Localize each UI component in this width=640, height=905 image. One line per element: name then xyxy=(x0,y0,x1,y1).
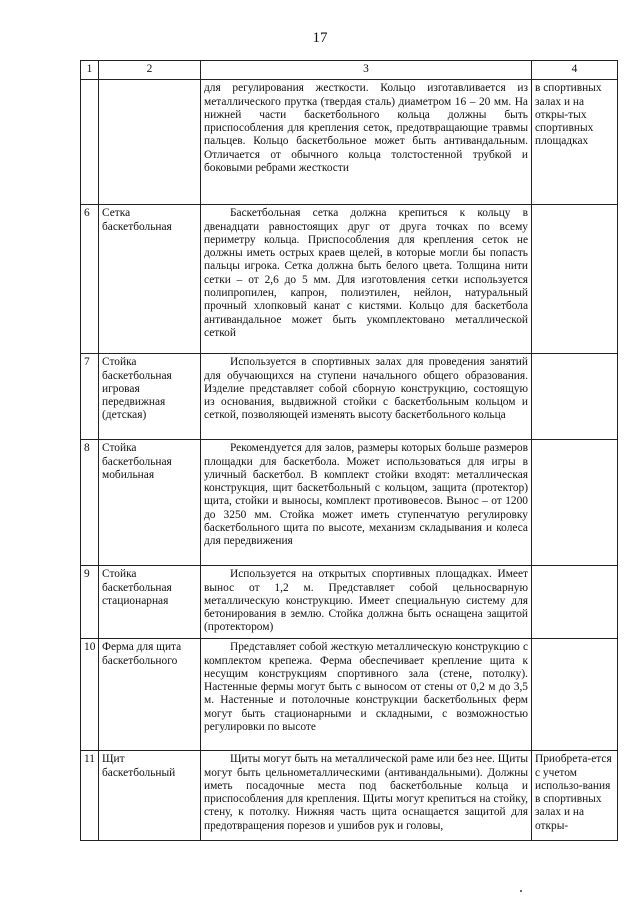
row-number: 6 xyxy=(81,205,99,354)
usage-place xyxy=(532,639,618,751)
description-text: Щиты могут быть на металлической раме или без нее. Щиты могут быть цельнометаллическими (антивандальными). Должны иметь посадочные места под баскетбольные кольца и приспособления для крепления. Щиты могут крепиться на стойку, стену, к потолку. Нижняя часть щита оснащается защитой для предотвращения порезов и ушибов рук и головы, xyxy=(204,753,528,832)
table-row xyxy=(81,566,618,639)
table-row xyxy=(81,440,618,566)
page-number: 17 xyxy=(312,30,328,46)
row-number: 10 xyxy=(81,639,99,751)
table-row xyxy=(81,751,618,841)
equipment-table xyxy=(80,60,618,841)
item-description xyxy=(201,751,532,841)
row-number xyxy=(81,80,99,205)
item-name: Стойка баскетбольная стационарная xyxy=(99,566,201,639)
table-row xyxy=(81,639,618,751)
table-header-row xyxy=(81,61,618,80)
item-description xyxy=(201,354,532,440)
header-cell-1: 1 xyxy=(81,61,99,80)
usage-place: в спортивных залах и на откры-тых спортивных площадках xyxy=(532,80,618,205)
header-cell-3: 3 xyxy=(201,61,532,80)
usage-place xyxy=(532,440,618,566)
row-number: 8 xyxy=(81,440,99,566)
description-text: Представляет собой жесткую металлическую конструкцию с комплектом крепежа. Ферма обеспечивает крепление щита к несущим конструкциям спортивного зала (стене, потолку). Настенные фермы могут быть с выносом от стены от 0,2 м до 3,5 м. Настенные и потолочные конструкции баскетбольных ферм могут быть стационарными и складными, с возможностью регулировки по высоте xyxy=(204,641,528,734)
table-row xyxy=(81,80,618,205)
row-number: 9 xyxy=(81,566,99,639)
usage-place xyxy=(532,566,618,639)
description-text: Используется на открытых спортивных площадках. Имеет вынос от 1,2 м. Представляет собой цельносварную металлическую конструкцию. Имеет специальную систему для бетонирования в землю. Стойка должна быть оснащена защитой (протектором) xyxy=(204,568,528,634)
item-description xyxy=(201,566,532,639)
row-number: 7 xyxy=(81,354,99,440)
item-description xyxy=(201,205,532,354)
item-name: Ферма для щита баскетбольного xyxy=(99,639,201,751)
table-row xyxy=(81,205,618,354)
description-text: Используется в спортивных залах для проведения занятий для обучающихся на ступени начального общего образования. Изделие представляет собой сборную конструкцию, состоящую из основания, выдвижной стойки с баскетбольным кольцом и сеткой, позволяющей изменять высоту баскетбольного кольца xyxy=(204,356,528,422)
table-row xyxy=(81,354,618,440)
row-number: 11 xyxy=(81,751,99,841)
item-description xyxy=(201,440,532,566)
header-cell-2: 2 xyxy=(99,61,201,80)
usage-place xyxy=(532,354,618,440)
description-text: Баскетбольная сетка должна крепиться к кольцу в двенадцати равностоящих друг от друга точках по всему периметру кольца. Приспособления для крепления сеток не должны иметь острых краев щелей, в которые могли бы попасть пальцы игрока. Сетка должна быть белого цвета. Толщина нити сетки – от 2,6 до 5 мм. Для изготовления сетки используется полипропилен, капрон, полиэтилен, нейлон, натуральный прочный хлопковый канат с кистями. Кольцо для баскетбола антивандальное может быть укомплектовано металлической сеткой xyxy=(204,207,528,339)
usage-place: Приобрета-ется с учетом использо-вания в спортивных залах и на откры- xyxy=(532,751,618,841)
item-name xyxy=(99,80,201,205)
scan-speck xyxy=(520,890,522,892)
item-name: Стойка баскетбольная игровая передвижная (детская) xyxy=(99,354,201,440)
description-text: Рекомендуется для залов, размеры которых больше размеров площадки для баскетбола. Может использоваться для игры в уличный баскетбол. В комплект стойки входят: металлическая конструкция, щит баскетбольный с кольцом, защита (протектор) щита, стойки и выносы, комплект противовесов. Вынос – от 1200 до 3250 мм. Стойка может иметь ступенчатую регулировку баскетбольного щита по высоте, механизм складывания и колеса для передвижения xyxy=(204,442,528,548)
item-description: для регулирования жесткости. Кольцо изготавливается из металлического прутка (твердая сталь) диаметром 16 – 20 мм. На нижней части баскетбольного кольца должны быть приспособления для крепления сеток, предотвращающие травмы пальцев. Кольцо баскетбольное может быть антивандальным. Отличается от обычного кольца толстостенной трубкой и боковыми ребрами жесткости xyxy=(201,80,532,205)
item-name: Стойка баскетбольная мобильная xyxy=(99,440,201,566)
item-name: Сетка баскетбольная xyxy=(99,205,201,354)
item-description xyxy=(201,639,532,751)
header-cell-4: 4 xyxy=(532,61,618,80)
usage-place xyxy=(532,205,618,354)
item-name: Щит баскетбольный xyxy=(99,751,201,841)
